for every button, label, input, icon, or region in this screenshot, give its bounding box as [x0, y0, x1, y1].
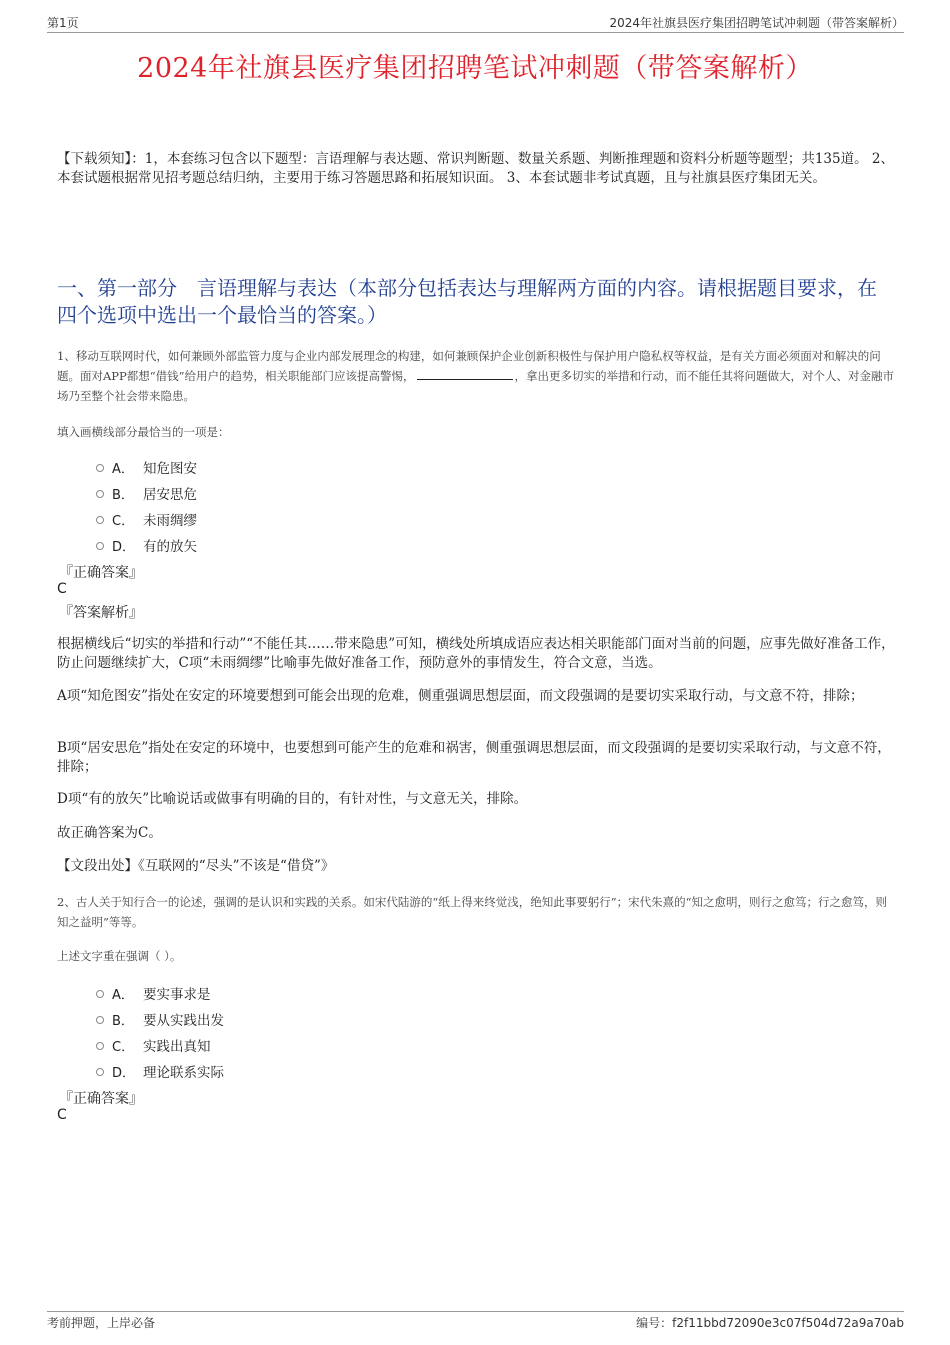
question-1-text	[57, 346, 896, 406]
fill-blank	[417, 367, 513, 380]
option-text: 未雨绸缪	[143, 513, 197, 529]
radio-icon[interactable]	[96, 1016, 104, 1024]
footer-code	[636, 1314, 904, 1331]
radio-icon[interactable]	[96, 464, 104, 472]
question-2-option-c[interactable]	[96, 1035, 211, 1055]
question-2-option-d[interactable]	[96, 1061, 224, 1081]
question-1-option-a[interactable]	[96, 457, 197, 477]
option-letter: D．	[112, 1065, 136, 1081]
question-1-option-d[interactable]	[96, 535, 197, 555]
radio-icon[interactable]	[96, 542, 104, 550]
option-text: 理论联系实际	[143, 1065, 224, 1081]
section-heading: 一、第一部分 言语理解与表达（本部分包括表达与理解两方面的内容。请根据题目要求，在四个选项中选出一个最恰当的答案。）	[57, 276, 877, 327]
radio-icon[interactable]	[96, 516, 104, 524]
option-letter: B．	[112, 1013, 134, 1029]
option-letter: C．	[112, 1039, 135, 1055]
analysis-label: 『答案解析』	[59, 605, 143, 621]
question-1-text-before: 1、移动互联网时代，如何兼顾外部监管力度与企业内部发展理念的构建，如何兼顾保护企业创新积极性与保护用户隐私权等权益，是有关方面必须面对和解决的问题。面对APP都想“借钱”给用户的趋势，相关职能部门应该提高警惕，	[57, 349, 881, 383]
analysis-conclusion: 故正确答案为C。	[57, 825, 162, 841]
analysis-paragraph: B项“居安思危”指处在安定的环境中，也要想到可能产生的危难和祸害，侧重强调思想层面，而文段强调的是要切实采取行动，与文意不符，排除；	[57, 740, 891, 775]
answer-label: 『正确答案』	[59, 1091, 143, 1107]
analysis-paragraph: A项“知危图安”指处在安定的环境要想到可能会出现的危难，侧重强调思想层面，而文段强调的是要切实采取行动，与文意不符，排除；	[57, 688, 864, 704]
analysis-paragraph: 根据横线后“切实的举措和行动”“不能任其……带来隐患”可知，横线处所填成语应表达相关职能部门面对当前的问题，应事先做好准备工作，防止问题继续扩大，C项“未雨绸缪”比喻事先做好准备工作，预防意外的事情发生，符合文意，当选。	[57, 636, 895, 671]
radio-icon[interactable]	[96, 1042, 104, 1050]
radio-icon[interactable]	[96, 490, 104, 498]
option-letter: C．	[112, 513, 135, 529]
question-2-text: 2、古人关于知行合一的论述，强调的是认识和实践的关系。如宋代陆游的“纸上得来终觉浅，绝知此事要躬行”；宋代朱熹的“知之愈明，则行之愈笃；行之愈笃，则知之益明”等等。	[57, 895, 887, 929]
option-text: 实践出真知	[143, 1039, 211, 1055]
option-letter: A．	[112, 461, 134, 477]
option-text: 知危图安	[143, 461, 197, 477]
question-1-option-b[interactable]	[96, 483, 197, 503]
question-2-option-a[interactable]	[96, 983, 211, 1003]
option-letter: B．	[112, 487, 134, 503]
option-letter: A．	[112, 987, 134, 1003]
answer-label: 『正确答案』	[59, 565, 143, 581]
footer-code-label: 编号：	[636, 1316, 673, 1330]
answer-value: C	[57, 1107, 67, 1123]
download-notice: 【下载须知】：1，本套练习包含以下题型：言语理解与表达题、常识判断题、数量关系题、判断推理题和资料分析题等题型；共135道。 2、本套试题根据常见招考题总结归纳，主要用于练习答题思路和拓展知识面。 3、本套试题非考试真题，且与社旗县医疗集团无关。	[57, 151, 894, 186]
option-text: 居安思危	[143, 487, 197, 503]
question-1-text-after: ，拿出更多切实的举措和行动，而不能任其将问题做大，对个人、对金融市场乃至整个社会带来隐患。	[57, 369, 895, 403]
footer-divider	[47, 1311, 904, 1312]
option-text: 要从实践出发	[143, 1013, 224, 1029]
radio-icon[interactable]	[96, 1068, 104, 1076]
option-text: 要实事求是	[143, 987, 211, 1003]
question-2-prompt: 上述文字重在强调（ ）。	[57, 949, 182, 963]
option-text: 有的放矢	[143, 539, 197, 555]
question-1-option-c[interactable]	[96, 509, 197, 529]
page-title: 2024年社旗县医疗集团招聘笔试冲刺题（带答案解析）	[137, 53, 813, 84]
question-1-prompt: 填入画横线部分最恰当的一项是：	[57, 425, 230, 439]
answer-value: C	[57, 581, 67, 597]
analysis-paragraph: D项“有的放矢”比喻说话或做事有明确的目的，有针对性，与文意无关，排除。	[57, 791, 528, 807]
footer-slogan: 考前押题，上岸必备	[47, 1316, 156, 1330]
radio-icon[interactable]	[96, 990, 104, 998]
header-doc-title: 2024年社旗县医疗集团招聘笔试冲刺题（带答案解析）	[609, 16, 904, 30]
question-2-option-b[interactable]	[96, 1009, 224, 1029]
page-number: 第1页	[47, 16, 79, 30]
text-source: 【文段出处】《互联网的“尽头”不该是“借贷”》	[57, 858, 335, 874]
footer-code-value: f2f11bbd72090e3c07f504d72a9a70ab	[672, 1316, 904, 1330]
option-letter: D．	[112, 539, 136, 555]
header-divider	[47, 32, 904, 33]
